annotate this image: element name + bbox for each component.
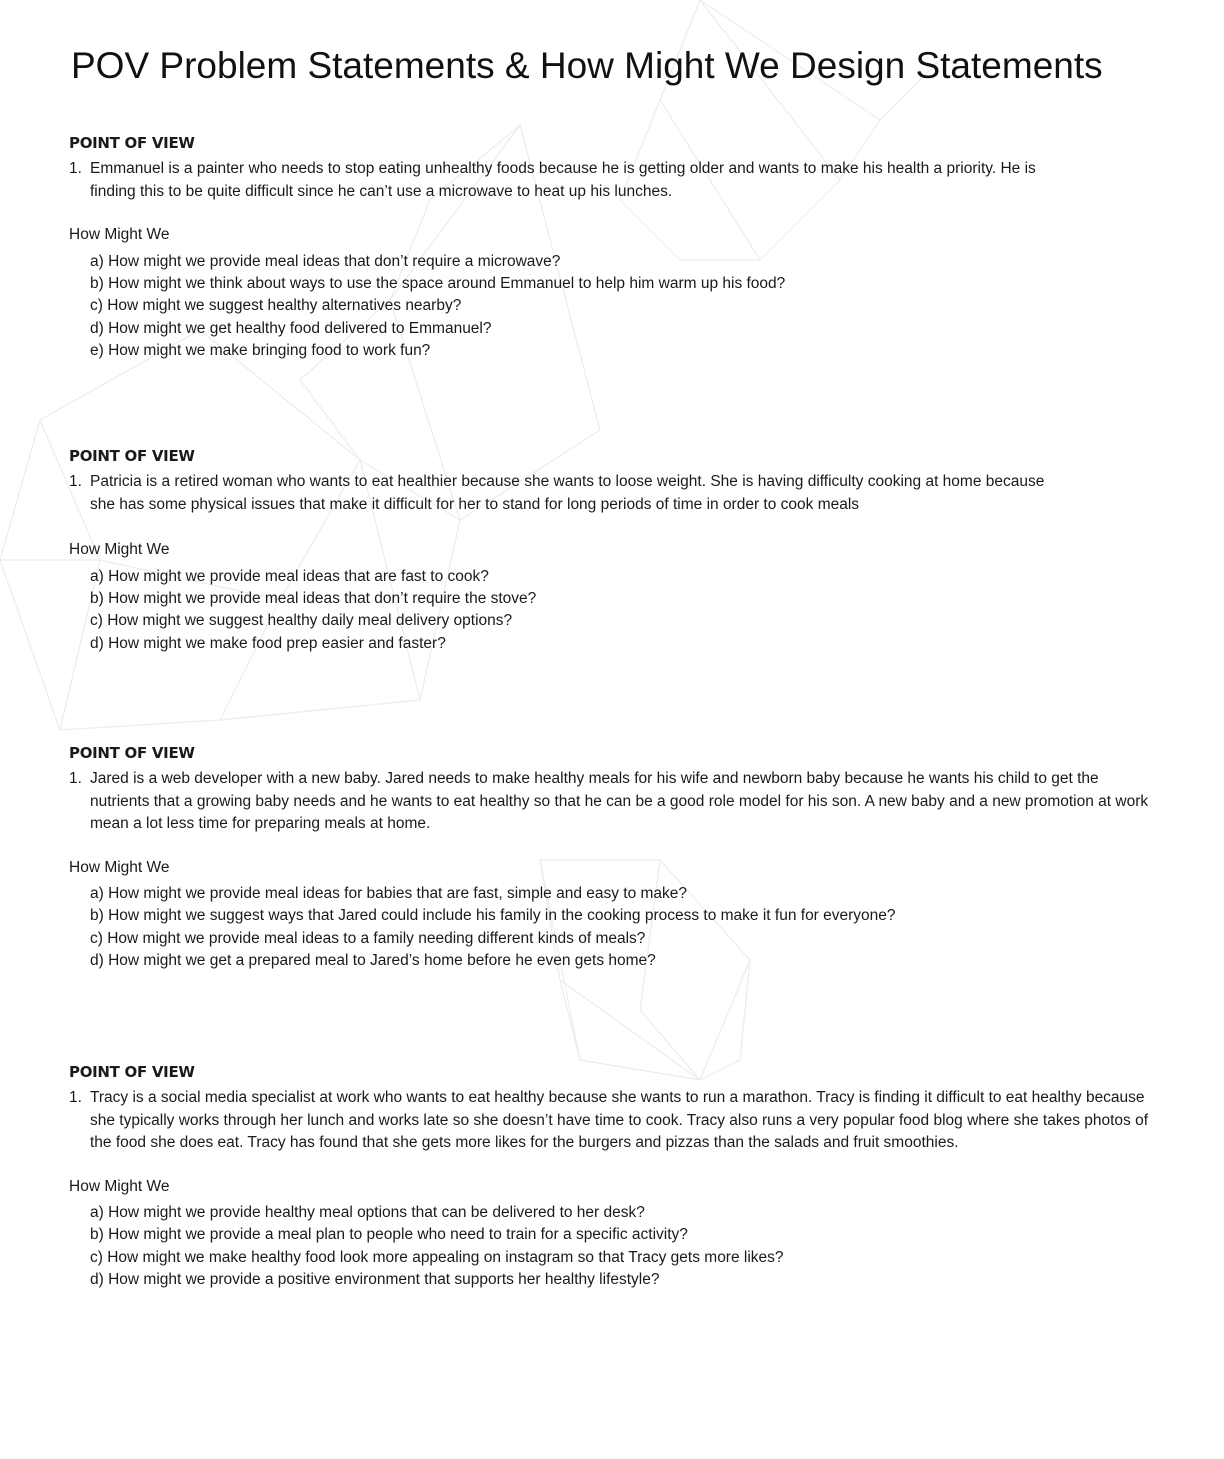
hmw-item: c) How might we suggest healthy daily meal delivery options?: [90, 612, 513, 630]
hmw-heading: How Might We: [69, 226, 170, 243]
page-title: POV Problem Statements & How Might We Design Statements: [71, 45, 1103, 86]
pov-heading: POINT OF VIEW: [69, 134, 195, 152]
hmw-list: [69, 251, 1159, 363]
statement-number: 1.: [69, 1089, 82, 1106]
hmw-item: e) How might we make bringing food to work fun?: [90, 342, 431, 360]
hmw-list: [69, 883, 1159, 973]
hmw-list: [69, 566, 1159, 656]
pov-heading: POINT OF VIEW: [69, 447, 195, 465]
pov-section-patricia: [69, 445, 1159, 655]
hmw-item: c) How might we provide meal ideas to a family needing different kinds of meals?: [90, 929, 646, 947]
statement-text: Tracy is a social media specialist at work who wants to eat healthy because she wants to run a marathon. Tracy is finding it difficult to eat healthy because she typically works through her lunch and works late so she doesn’t have time to cook. Tracy also runs a very popular food blog where she takes photos of the food she does eat. Tracy has found that she gets more likes for the burgers and pizzas than the salads and fruit smoothies.: [90, 1089, 1149, 1151]
hmw-item: c) How might we make healthy food look more appealing on instagram so that Tracy gets more likes?: [90, 1248, 784, 1266]
hmw-item: b) How might we provide meal ideas that don’t require the stove?: [90, 589, 537, 607]
hmw-item: b) How might we think about ways to use the space around Emmanuel to help him warm up his food?: [90, 274, 786, 292]
statement-text: Jared is a web developer with a new baby. Jared needs to make healthy meals for his wife and newborn baby because he wants his child to get the nutrients that a growing baby needs and he wants to eat healthy so that he can be a good role model for his son. A new baby and a new promotion at work mean a lot less time for preparing meals at home.: [90, 770, 1149, 832]
pov-heading: POINT OF VIEW: [69, 1063, 195, 1081]
hmw-heading: How Might We: [69, 1177, 170, 1195]
pov-section-tracy: [69, 1061, 1159, 1292]
hmw-item: c) How might we suggest healthy alternatives nearby?: [90, 297, 462, 315]
hmw-item: b) How might we suggest ways that Jared could include his family in the cooking process to make it fun for everyone?: [90, 907, 896, 925]
hmw-list: [69, 1202, 1159, 1292]
pov-heading: POINT OF VIEW: [69, 744, 195, 762]
hmw-item: d) How might we get a prepared meal to Jared’s home before he even gets home?: [90, 952, 656, 970]
hmw-item: a) How might we provide meal ideas that are fast to cook?: [90, 567, 489, 585]
statement-number: 1.: [69, 160, 82, 177]
hmw-item: a) How might we provide meal ideas for babies that are fast, simple and easy to make?: [90, 885, 688, 902]
pov-statement: [69, 1087, 1160, 1155]
hmw-item: a) How might we provide healthy meal options that can be delivered to her desk?: [90, 1204, 645, 1221]
hmw-item: d) How might we make food prep easier and faster?: [90, 634, 446, 652]
statement-text: Emmanuel is a painter who needs to stop eating unhealthy foods because he is getting older and wants to make his health a priority. He is finding this to be quite difficult since he can’t use a microwave to heat up his lunches.: [90, 160, 1036, 200]
pov-statement: [69, 158, 1055, 203]
pov-section-jared: [69, 742, 1159, 973]
pov-section-emmanuel: [69, 132, 1159, 363]
pov-statement: [69, 471, 1065, 516]
statement-text: Patricia is a retired woman who wants to eat healthier because she wants to loose weight. She is having difficulty cooking at home because she has some physical issues that make it difficult for her to stand for long periods of time in order to cook meals: [90, 473, 1045, 513]
hmw-item: d) How might we get healthy food delivered to Emmanuel?: [90, 319, 492, 337]
statement-number: 1.: [69, 770, 82, 787]
hmw-item: b) How might we provide a meal plan to people who need to train for a specific activity?: [90, 1226, 688, 1244]
hmw-heading: How Might We: [69, 858, 170, 876]
pov-statement: [69, 768, 1160, 836]
hmw-heading: How Might We: [69, 541, 170, 558]
hmw-item: a) How might we provide meal ideas that don’t require a microwave?: [90, 252, 561, 270]
hmw-item: d) How might we provide a positive environment that supports her healthy lifestyle?: [90, 1271, 660, 1289]
statement-number: 1.: [69, 473, 82, 490]
